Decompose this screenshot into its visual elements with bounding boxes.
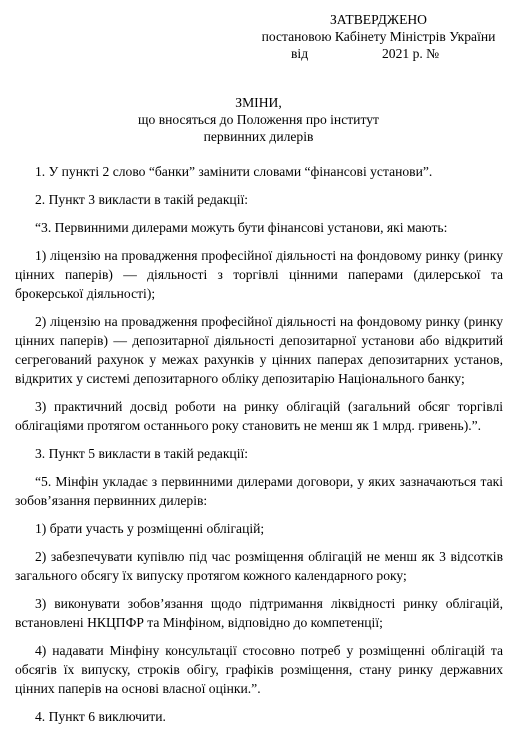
- paragraph-1: 1. У пункті 2 слово “банки” замінити словами “фінансові установи”.: [35, 164, 433, 179]
- paragraph-13: 4. Пункт 6 виключити.: [35, 709, 166, 724]
- paragraph-3: “3. Первинними дилерами можуть бути фінансові установи, які мають:: [35, 220, 448, 235]
- paragraph-11: 3) виконувати зобов’язання щодо підтримання ліквідності ринку облігацій, встановлені НКЦПФР та Мінфіном, відповідно до компетенції;: [15, 596, 503, 630]
- paragraph-5: 2) ліцензію на провадження професійної діяльності на фондовому ринку (ринку цінних паперів) — депозитарної діяльності депозитарної установи або відкритий сегрегований рахунок у межах рахунків у цінних паперах депозитарних установ, відкритих у системі депозитарного обліку депозитарію Національного банку;: [15, 314, 503, 386]
- approval-date-line: [246, 45, 511, 62]
- paragraph-9: 1) брати участь у розміщенні облігацій;: [35, 521, 265, 536]
- approval-date: 2021 р. №: [382, 46, 440, 61]
- document-subtitle-line-1: що вносяться до Положення про інститут: [138, 112, 379, 127]
- approval-resolution-line: постановою Кабінету Міністрів України: [261, 29, 496, 44]
- paragraph-4: 1) ліцензію на провадження професійної діяльності на фондовому ринку (ринку цінних паперів) — діяльності з торгівлі цінними паперами (дилерської та брокерської діяльності);: [15, 248, 503, 301]
- document-title: ЗМІНИ,: [235, 95, 282, 110]
- paragraph-12: 4) надавати Мінфіну консультації стосовно потреб у розміщенні облігацій та обсягів їх випуску, строків обігу, графіків розміщення, стану ринку державних цінних паперів на основі власної оцінки.”.: [15, 643, 503, 696]
- paragraph-10: 2) забезпечувати купівлю під час розміщення облігацій не менш як 3 відсотків загального обсягу їх випуску протягом кожного календарного року;: [15, 549, 503, 583]
- document-header: [0, 94, 517, 145]
- approval-title: ЗАТВЕРДЖЕНО: [329, 12, 428, 27]
- paragraph-2: 2. Пункт 3 викласти в такій редакції:: [35, 192, 249, 207]
- approval-stamp: [246, 11, 511, 62]
- paragraph-6: 3) практичний досвід роботи на ринку облігацій (загальний обсяг торгівлі облігаціями протягом останнього року становить не менш як 1 млрд. гривень).”.: [15, 399, 503, 433]
- approval-from: від: [291, 46, 309, 61]
- document-subtitle-line-2: первинних дилерів: [203, 129, 314, 144]
- paragraph-8: “5. Мінфін укладає з первинними дилерами договори, у яких зазначаються такі зобов’язання первинних дилерів:: [15, 474, 503, 508]
- document-body: [15, 162, 503, 735]
- paragraph-7: 3. Пункт 5 викласти в такій редакції:: [35, 446, 249, 461]
